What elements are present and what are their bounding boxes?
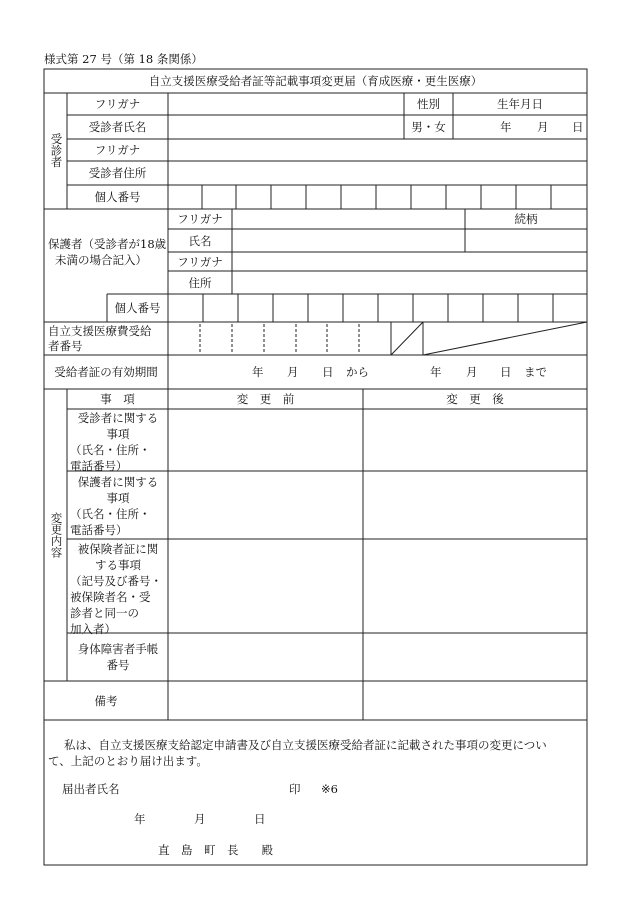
validity-to-month: 月 [466, 365, 478, 379]
form-number: 様式第 27 号（第 18 条関係） [44, 52, 203, 66]
validity-from: から [346, 365, 369, 379]
patient-furigana-input[interactable] [168, 93, 404, 115]
patient-address-furigana-label: フリガナ [94, 143, 141, 157]
patient-number-cells [202, 185, 551, 209]
item-header: 事 項 [100, 392, 135, 406]
guardian-relationship-label: 続柄 [514, 212, 538, 226]
guardian-address-input[interactable] [232, 271, 587, 294]
guardian-section-label-2: 未満の場合記入） [55, 253, 147, 267]
guardian-address-furigana-label: フリガナ [177, 254, 223, 269]
item-insurance-info: 被保険者証に関 する事項 （記号及び番号・ 被保険者名・受 診者と同一の 加入者） [70, 542, 162, 636]
recipient-number-label-2: 者番号 [48, 339, 83, 353]
validity-to-year: 年 [430, 365, 442, 379]
validity-from-month: 月 [287, 365, 299, 379]
item-patient-info: 受診者に関する 事項 （氏名・住所・ 電話番号） [70, 411, 159, 473]
validity-from-year: 年 [252, 365, 264, 379]
seal-mark: 印 [289, 782, 301, 796]
guardian-personal-number-label: 個人番号 [114, 301, 161, 315]
before-header: 変 更 前 [236, 392, 295, 406]
guardian-name-input[interactable] [232, 229, 465, 252]
before-patient-input[interactable] [168, 409, 363, 471]
after-header: 変 更 後 [446, 392, 504, 406]
declaration-line-2: て、上記のとおり届け出ます。 [48, 754, 208, 768]
after-patient-input[interactable] [363, 409, 587, 471]
validity-label: 受給者証の有効期間 [54, 365, 158, 379]
birthdate-label: 生年月日 [497, 97, 543, 111]
guardian-number-cells [168, 294, 553, 322]
patient-address-label: 受診者住所 [88, 166, 147, 180]
date-year: 年 [134, 812, 146, 826]
patient-personal-number-label: 個人番号 [94, 190, 141, 204]
item-disability-handbook: 身体障害者手帳 番号 [77, 642, 159, 672]
birth-month: 月 [537, 120, 549, 134]
item-guardian-info: 保護者に関する 事項 （氏名・住所・ 電話番号） [70, 475, 159, 537]
date-day: 日 [254, 812, 266, 826]
patient-name-label: 受診者氏名 [88, 120, 147, 134]
seal-note: ※6 [321, 782, 338, 796]
validity-from-day: 日 [322, 365, 334, 379]
recipient-number-label-1: 自立支援医療費受給 [48, 324, 152, 338]
date-month: 月 [194, 812, 206, 826]
remarks-label: 備考 [94, 693, 118, 708]
recipient-number-cells [200, 324, 359, 353]
gender-options[interactable]: 男・女 [411, 120, 446, 134]
patient-furigana-label: フリガナ [94, 97, 141, 111]
guardian-furigana-label: フリガナ [177, 212, 223, 226]
birth-year: 年 [500, 120, 512, 134]
submitter-label: 届出者氏名 [62, 782, 120, 796]
form-title: 自立支援医療受給者証等記載事項変更届（育成医療・更生医療） [148, 74, 483, 88]
gender-label: 性別 [417, 97, 440, 111]
birth-day: 日 [572, 120, 584, 134]
guardian-section-label-1: 保護者（受診者が18歳 [48, 237, 167, 251]
changes-section-label: 変更内容 [49, 512, 64, 558]
validity-to: まで [524, 365, 547, 379]
guardian-address-label: 住所 [188, 275, 212, 290]
declaration-line-1: 私は、自立支援医療支給認定申請書及び自立支援医療受給者証に記載された事項の変更につい [64, 738, 547, 752]
patient-section-label: 受診者 [49, 132, 64, 168]
addressee: 直 島 町 長 殿 [158, 843, 273, 857]
guardian-name-label: 氏名 [188, 233, 212, 248]
validity-to-day: 日 [500, 365, 512, 379]
patient-address-input[interactable] [168, 161, 587, 185]
patient-name-input[interactable] [168, 115, 404, 139]
